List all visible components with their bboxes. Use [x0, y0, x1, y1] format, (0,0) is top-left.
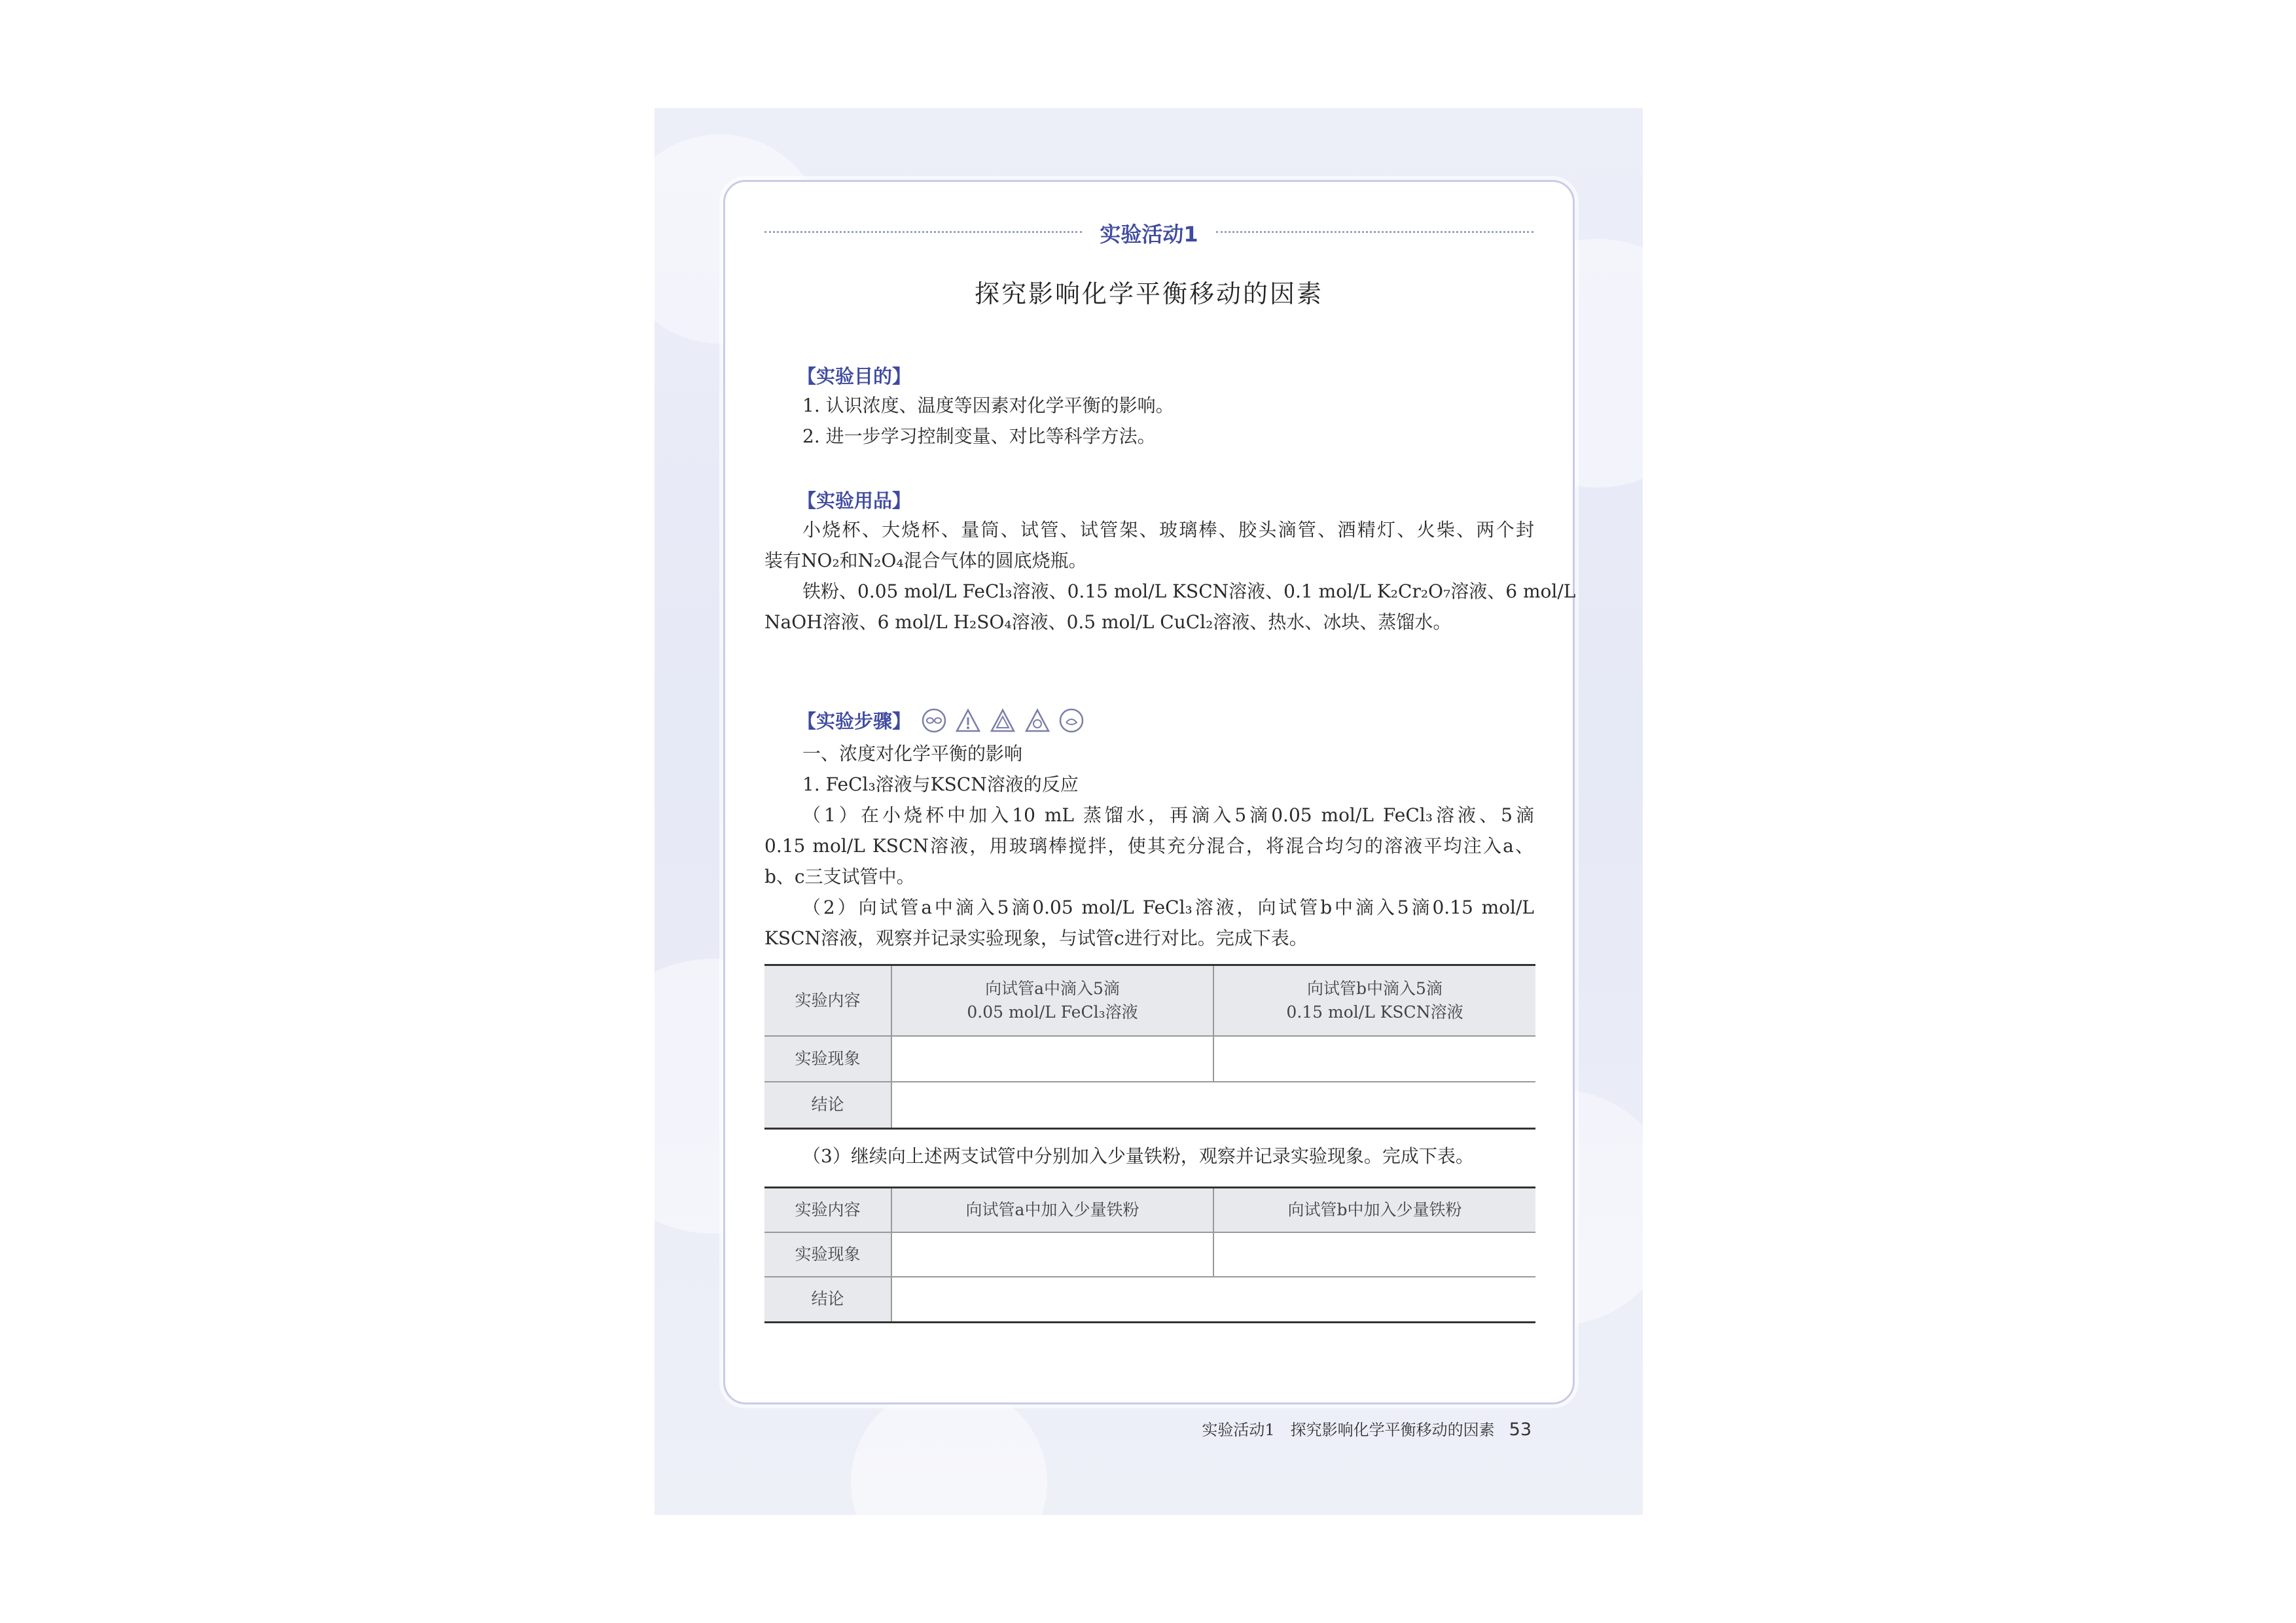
page-number: 53 [1509, 1419, 1532, 1440]
materials-text: 铁粉、0.05 mol/L FeCl₃溶液、0.15 mol/L KSCN溶液、0.1 mol/L K₂Cr₂O₇溶液、6 mol/L [802, 580, 1576, 602]
step-text: （3）继续向上述两支试管中分别加入少量铁粉，观察并记录实验现象。完成下表。 [802, 1145, 1474, 1167]
row-label: 结论 [764, 1277, 891, 1323]
hand-wash-icon [1059, 708, 1084, 733]
step-text: （1）在小烧杯中加入10 mL 蒸馏水，再滴入5滴0.05 mol/L FeCl₃溶液、5滴 [802, 804, 1534, 826]
step-text: （2）向试管a中滴入5滴0.05 mol/L FeCl₃溶液，向试管b中滴入5滴0.15 mol/L [802, 897, 1534, 918]
row-label: 结论 [764, 1082, 891, 1129]
materials-text: 装有NO₂和N₂O₄混合气体的圆底烧瓶。 [764, 550, 1087, 571]
steps-heading: 【实验步骤】 [797, 710, 912, 732]
answer-cell[interactable] [891, 1082, 1535, 1129]
row-label: 实验内容 [764, 1188, 891, 1232]
purpose-heading: 【实验目的】 [797, 365, 912, 387]
step-subheading: 1. FeCl₃溶液与KSCN溶液的反应 [802, 774, 1079, 795]
warning-icon [955, 708, 981, 733]
dotted-divider [1216, 231, 1534, 233]
row-label: 实验内容 [764, 965, 891, 1036]
running-title: 实验活动1 探究影响化学平衡移动的因素 [1202, 1421, 1495, 1439]
row-label: 实验现象 [764, 1036, 891, 1082]
goggles-icon [922, 708, 946, 733]
step-text: b、c三支试管中。 [764, 866, 915, 887]
header-line: 0.05 mol/L FeCl₃溶液 [967, 1002, 1138, 1022]
purpose-item: 2. 进一步学习控制变量、对比等科学方法。 [802, 425, 1156, 447]
activity-label: 实验活动1 [1100, 222, 1198, 247]
safety-icons [922, 708, 1089, 734]
page-sheet [655, 108, 1643, 1515]
corrosive-icon [1024, 708, 1050, 733]
answer-cell[interactable] [1213, 1036, 1535, 1082]
answer-cell[interactable] [1213, 1232, 1535, 1277]
step-subheading: 一、浓度对化学平衡的影响 [802, 743, 1023, 764]
header-line: 向试管a中滴入5滴 [985, 978, 1120, 998]
table-header-cell: 向试管a中加入少量铁粉 [891, 1188, 1213, 1232]
page-footer [1202, 1417, 1532, 1440]
header-line: 向试管b中滴入5滴 [1307, 978, 1443, 998]
caution-icon [990, 708, 1016, 733]
results-table-2 [764, 1186, 1535, 1323]
step-text: KSCN溶液，观察并记录实验现象，与试管c进行对比。完成下表。 [764, 927, 1308, 949]
answer-cell[interactable] [891, 1277, 1535, 1323]
purpose-item: 1. 认识浓度、温度等因素对化学平衡的影响。 [802, 395, 1174, 416]
materials-text: NaOH溶液、6 mol/L H₂SO₄溶液、0.5 mol/L CuCl₂溶液、热水、冰块、蒸馏水。 [764, 611, 1452, 633]
activity-header [764, 218, 1534, 247]
page-title: 探究影响化学平衡移动的因素 [974, 279, 1323, 308]
table-header-cell [1213, 965, 1535, 1036]
step-text: 0.15 mol/L KSCN溶液，用玻璃棒搅拌，使其充分混合，将混合均匀的溶液平均注入a、 [764, 835, 1534, 857]
answer-cell[interactable] [891, 1232, 1213, 1277]
header-line: 0.15 mol/L KSCN溶液 [1286, 1002, 1463, 1022]
row-label: 实验现象 [764, 1232, 891, 1277]
materials-text: 小烧杯、大烧杯、量筒、试管、试管架、玻璃棒、胶头滴管、酒精灯、火柴、两个封 [802, 519, 1534, 541]
content-card [723, 180, 1575, 1404]
answer-cell[interactable] [891, 1036, 1213, 1082]
results-table-1 [764, 964, 1535, 1130]
table-header-cell: 向试管b中加入少量铁粉 [1213, 1188, 1535, 1232]
table-header-cell [891, 965, 1213, 1036]
materials-heading: 【实验用品】 [797, 490, 912, 512]
